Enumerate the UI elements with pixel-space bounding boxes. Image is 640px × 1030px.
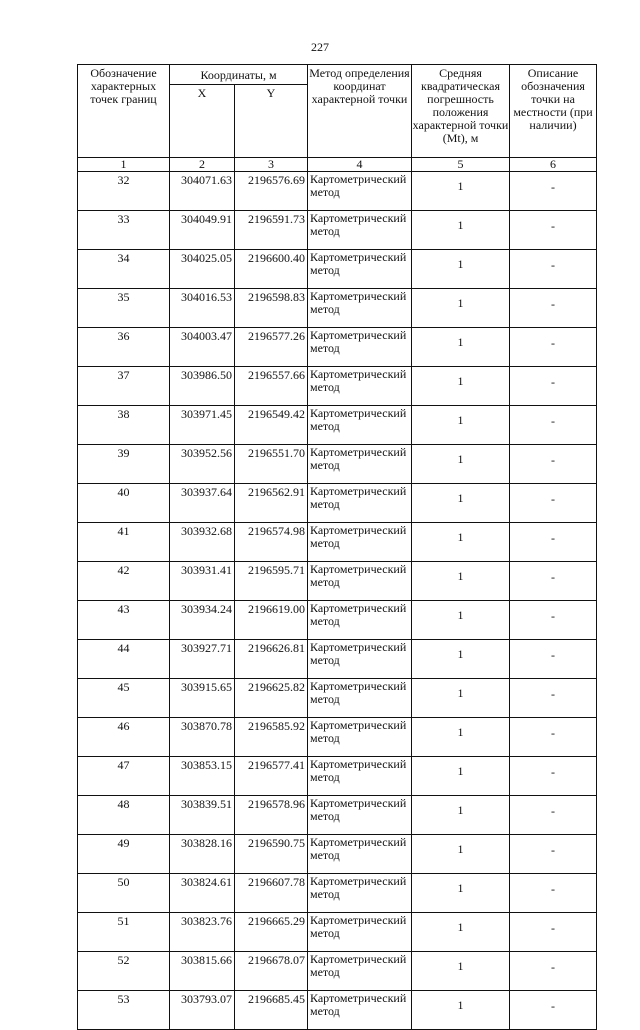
method: Картометрический метод xyxy=(308,640,412,679)
page-number: 227 xyxy=(311,40,329,54)
table-row xyxy=(78,991,597,1030)
table-row xyxy=(78,757,597,796)
method: Картометрический метод xyxy=(308,913,412,952)
method: Картометрический метод xyxy=(308,328,412,367)
point-number: 53 xyxy=(78,991,170,1030)
coord-x: 304003.47 xyxy=(170,328,235,367)
method: Картометрический метод xyxy=(308,757,412,796)
coord-y: 2196590.75 xyxy=(235,835,308,874)
coord-x: 303915.65 xyxy=(170,679,235,718)
point-number: 45 xyxy=(78,679,170,718)
coord-x: 304025.05 xyxy=(170,250,235,289)
method: Картометрический метод xyxy=(308,952,412,991)
mean-error: 1 xyxy=(412,328,510,367)
description: - xyxy=(510,796,597,835)
mean-error: 1 xyxy=(412,796,510,835)
table-row xyxy=(78,913,597,952)
point-number: 39 xyxy=(78,445,170,484)
column-number: 2 xyxy=(170,158,235,172)
point-number: 51 xyxy=(78,913,170,952)
coord-y: 2196577.26 xyxy=(235,328,308,367)
method: Картометрический метод xyxy=(308,523,412,562)
header-coordinates: Координаты, м xyxy=(170,65,308,85)
header-mean-error: Средняя квадратическая погрешность положения характерной точки (Mt), м xyxy=(412,65,510,158)
coord-x: 303839.51 xyxy=(170,796,235,835)
coord-y: 2196591.73 xyxy=(235,211,308,250)
coord-y: 2196685.45 xyxy=(235,991,308,1030)
point-number: 35 xyxy=(78,289,170,328)
mean-error: 1 xyxy=(412,835,510,874)
description: - xyxy=(510,328,597,367)
coord-y: 2196551.70 xyxy=(235,445,308,484)
coord-x: 304071.63 xyxy=(170,172,235,211)
coord-x: 303932.68 xyxy=(170,523,235,562)
point-number: 52 xyxy=(78,952,170,991)
coord-x: 303870.78 xyxy=(170,718,235,757)
coord-y: 2196576.69 xyxy=(235,172,308,211)
table-row xyxy=(78,445,597,484)
mean-error: 1 xyxy=(412,679,510,718)
coord-x: 304016.53 xyxy=(170,289,235,328)
table-row xyxy=(78,172,597,211)
method: Картометрический метод xyxy=(308,562,412,601)
table-row xyxy=(78,718,597,757)
mean-error: 1 xyxy=(412,640,510,679)
column-number: 6 xyxy=(510,158,597,172)
mean-error: 1 xyxy=(412,445,510,484)
method: Картометрический метод xyxy=(308,991,412,1030)
header-description: Описание обозначения точки на местности (при наличии) xyxy=(510,65,597,158)
coord-x: 303971.45 xyxy=(170,406,235,445)
coord-x: 303952.56 xyxy=(170,445,235,484)
description: - xyxy=(510,445,597,484)
column-number: 1 xyxy=(78,158,170,172)
point-number: 32 xyxy=(78,172,170,211)
mean-error: 1 xyxy=(412,757,510,796)
method: Картометрический метод xyxy=(308,445,412,484)
coord-y: 2196557.66 xyxy=(235,367,308,406)
method: Картометрический метод xyxy=(308,874,412,913)
point-number: 38 xyxy=(78,406,170,445)
mean-error: 1 xyxy=(412,874,510,913)
table-row xyxy=(78,328,597,367)
header-method: Метод определения координат характерной точки xyxy=(308,65,412,158)
coord-y: 2196585.92 xyxy=(235,718,308,757)
table-row xyxy=(78,640,597,679)
coord-y: 2196562.91 xyxy=(235,484,308,523)
column-number: 5 xyxy=(412,158,510,172)
description: - xyxy=(510,640,597,679)
coord-y: 2196595.71 xyxy=(235,562,308,601)
mean-error: 1 xyxy=(412,523,510,562)
description: - xyxy=(510,523,597,562)
description: - xyxy=(510,172,597,211)
point-number: 33 xyxy=(78,211,170,250)
coord-x: 303828.16 xyxy=(170,835,235,874)
method: Картометрический метод xyxy=(308,289,412,328)
column-number: 3 xyxy=(235,158,308,172)
coord-y: 2196578.96 xyxy=(235,796,308,835)
coord-x: 303823.76 xyxy=(170,913,235,952)
table-row xyxy=(78,211,597,250)
coord-y: 2196549.42 xyxy=(235,406,308,445)
table-row xyxy=(78,250,597,289)
point-number: 50 xyxy=(78,874,170,913)
coord-x: 303927.71 xyxy=(170,640,235,679)
description: - xyxy=(510,952,597,991)
method: Картометрический метод xyxy=(308,367,412,406)
point-number: 44 xyxy=(78,640,170,679)
method: Картометрический метод xyxy=(308,718,412,757)
table-row xyxy=(78,952,597,991)
coord-y: 2196625.82 xyxy=(235,679,308,718)
coord-y: 2196607.78 xyxy=(235,874,308,913)
mean-error: 1 xyxy=(412,289,510,328)
table-row xyxy=(78,562,597,601)
description: - xyxy=(510,250,597,289)
description: - xyxy=(510,718,597,757)
table-row xyxy=(78,796,597,835)
description: - xyxy=(510,757,597,796)
point-number: 36 xyxy=(78,328,170,367)
point-number: 47 xyxy=(78,757,170,796)
coord-y: 2196665.29 xyxy=(235,913,308,952)
mean-error: 1 xyxy=(412,484,510,523)
table-row xyxy=(78,523,597,562)
method: Картометрический метод xyxy=(308,211,412,250)
coord-y: 2196619.00 xyxy=(235,601,308,640)
coord-x: 304049.91 xyxy=(170,211,235,250)
method: Картометрический метод xyxy=(308,406,412,445)
table-row xyxy=(78,601,597,640)
point-number: 41 xyxy=(78,523,170,562)
method: Картометрический метод xyxy=(308,250,412,289)
coord-x: 303986.50 xyxy=(170,367,235,406)
method: Картометрический метод xyxy=(308,835,412,874)
mean-error: 1 xyxy=(412,562,510,601)
coordinates-table xyxy=(77,64,597,1030)
coord-x: 303853.15 xyxy=(170,757,235,796)
point-number: 46 xyxy=(78,718,170,757)
description: - xyxy=(510,835,597,874)
header-x: X xyxy=(170,85,235,158)
column-number: 4 xyxy=(308,158,412,172)
method: Картометрический метод xyxy=(308,796,412,835)
coord-y: 2196577.41 xyxy=(235,757,308,796)
description: - xyxy=(510,679,597,718)
coord-y: 2196574.98 xyxy=(235,523,308,562)
description: - xyxy=(510,211,597,250)
description: - xyxy=(510,601,597,640)
mean-error: 1 xyxy=(412,211,510,250)
mean-error: 1 xyxy=(412,913,510,952)
table-body xyxy=(78,172,597,1030)
point-number: 37 xyxy=(78,367,170,406)
table-row xyxy=(78,289,597,328)
description: - xyxy=(510,484,597,523)
point-number: 49 xyxy=(78,835,170,874)
method: Картометрический метод xyxy=(308,172,412,211)
description: - xyxy=(510,874,597,913)
mean-error: 1 xyxy=(412,601,510,640)
point-number: 43 xyxy=(78,601,170,640)
coord-x: 303934.24 xyxy=(170,601,235,640)
coord-y: 2196600.40 xyxy=(235,250,308,289)
description: - xyxy=(510,562,597,601)
coord-y: 2196598.83 xyxy=(235,289,308,328)
table-row xyxy=(78,835,597,874)
description: - xyxy=(510,406,597,445)
table-row xyxy=(78,874,597,913)
description: - xyxy=(510,991,597,1030)
description: - xyxy=(510,913,597,952)
header-y: Y xyxy=(235,85,308,158)
method: Картометрический метод xyxy=(308,601,412,640)
table-row xyxy=(78,679,597,718)
coord-x: 303815.66 xyxy=(170,952,235,991)
point-number: 42 xyxy=(78,562,170,601)
method: Картометрический метод xyxy=(308,484,412,523)
table-row xyxy=(78,484,597,523)
table-row xyxy=(78,367,597,406)
mean-error: 1 xyxy=(412,718,510,757)
table-row xyxy=(78,406,597,445)
description: - xyxy=(510,289,597,328)
coord-y: 2196626.81 xyxy=(235,640,308,679)
coord-x: 303931.41 xyxy=(170,562,235,601)
mean-error: 1 xyxy=(412,406,510,445)
point-number: 40 xyxy=(78,484,170,523)
coord-x: 303937.64 xyxy=(170,484,235,523)
mean-error: 1 xyxy=(412,952,510,991)
mean-error: 1 xyxy=(412,367,510,406)
mean-error: 1 xyxy=(412,172,510,211)
method: Картометрический метод xyxy=(308,679,412,718)
point-number: 48 xyxy=(78,796,170,835)
mean-error: 1 xyxy=(412,250,510,289)
description: - xyxy=(510,367,597,406)
header-designation: Обозначение характерных точек границ xyxy=(78,65,170,158)
coord-y: 2196678.07 xyxy=(235,952,308,991)
coord-x: 303793.07 xyxy=(170,991,235,1030)
coord-x: 303824.61 xyxy=(170,874,235,913)
mean-error: 1 xyxy=(412,991,510,1030)
point-number: 34 xyxy=(78,250,170,289)
